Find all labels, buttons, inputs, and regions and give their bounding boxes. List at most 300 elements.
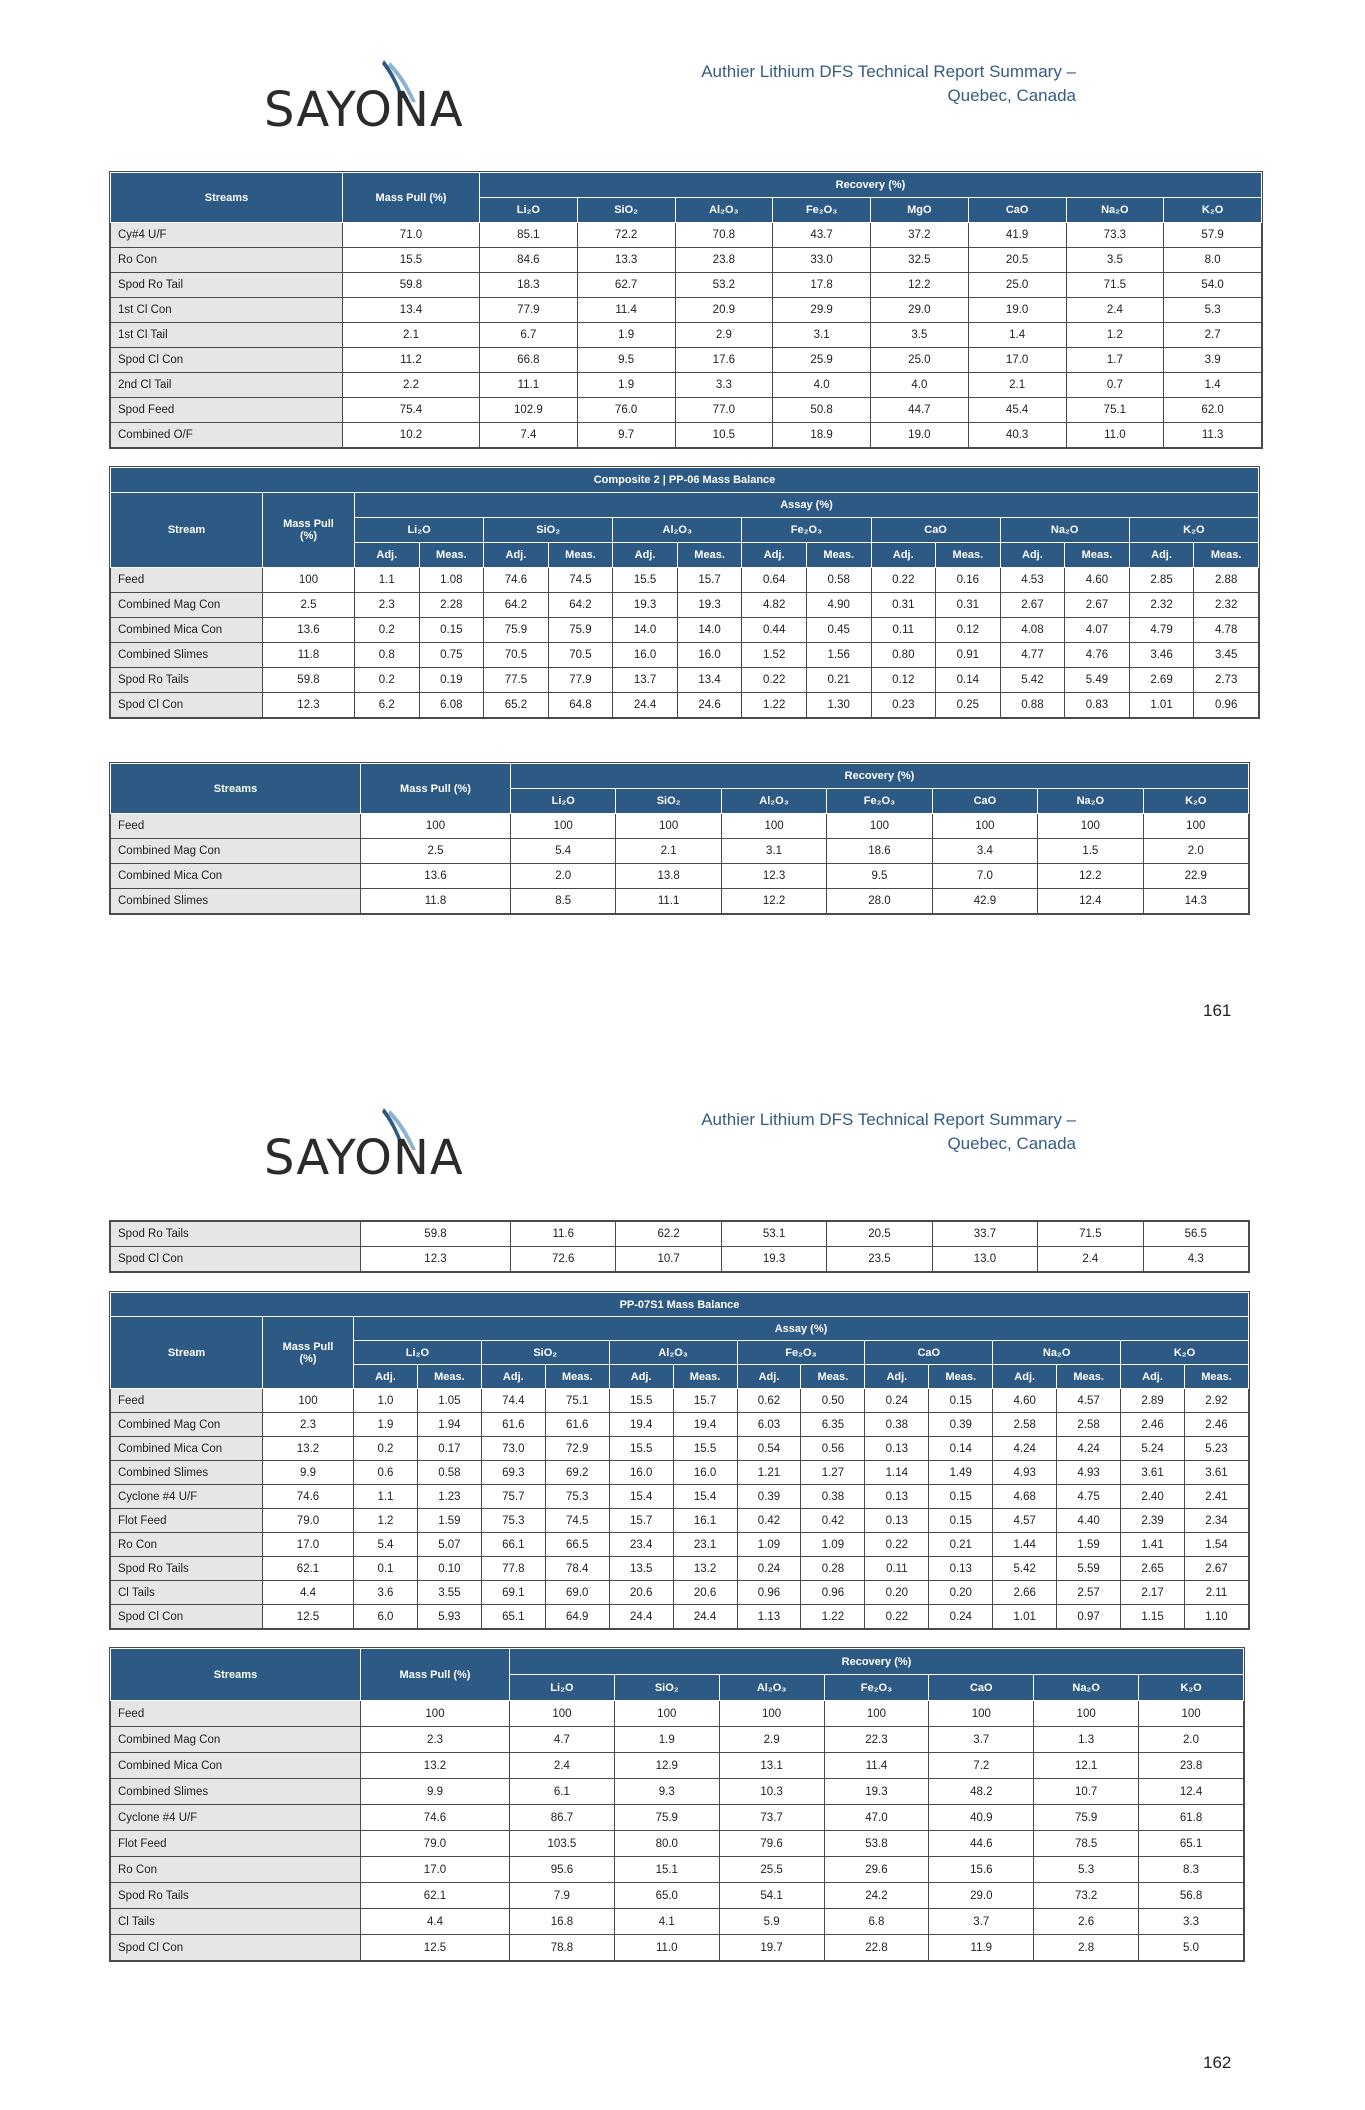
table-cell: 11.0 xyxy=(614,1935,719,1961)
table-cell: 71.5 xyxy=(1066,273,1164,298)
table-cell: 10.7 xyxy=(1034,1779,1139,1805)
table-cell: 0.2 xyxy=(354,1437,418,1461)
table-cell: 2.9 xyxy=(719,1727,824,1753)
table-cell: 15.7 xyxy=(673,1389,737,1413)
table-cell: 0.13 xyxy=(865,1437,929,1461)
meas-header: Meas. xyxy=(806,543,871,568)
table-row xyxy=(111,1509,1249,1533)
table-cell: 1.9 xyxy=(354,1413,418,1437)
table-cell: 13.2 xyxy=(263,1437,354,1461)
table-row xyxy=(111,1557,1249,1581)
table-cell: 12.2 xyxy=(721,889,826,914)
pp06-mass-balance-table xyxy=(110,467,1259,718)
table-cell: 4.93 xyxy=(1057,1461,1121,1485)
table-cell: 0.64 xyxy=(742,568,807,593)
table-cell: 61.6 xyxy=(481,1413,545,1437)
table-cell: 69.3 xyxy=(481,1461,545,1485)
recovery-header: Recovery (%) xyxy=(510,1649,1244,1675)
adj-header: Adj. xyxy=(481,1365,545,1389)
table-cell: 75.3 xyxy=(481,1509,545,1533)
table-cell: 1.01 xyxy=(993,1605,1057,1629)
adj-header: Adj. xyxy=(737,1365,801,1389)
table-cell: 0.19 xyxy=(419,668,484,693)
table-cell: 0.17 xyxy=(417,1437,481,1461)
table-cell: 23.5 xyxy=(827,1247,932,1272)
table-cell: 100 xyxy=(616,814,721,839)
table-row xyxy=(111,1909,1244,1935)
table-cell: 16.8 xyxy=(510,1909,615,1935)
table-cell: 18.9 xyxy=(773,423,871,448)
oxide-header: Al₂O₃ xyxy=(675,198,773,223)
table-row xyxy=(111,1605,1249,1629)
table-cell: 11.9 xyxy=(929,1935,1034,1961)
adj-header: Adj. xyxy=(1121,1365,1185,1389)
table-cell: 84.6 xyxy=(480,248,578,273)
table-cell: 78.5 xyxy=(1034,1831,1139,1857)
oxide-header: MgO xyxy=(871,198,969,223)
table-cell: 66.8 xyxy=(480,348,578,373)
stream-name: Feed xyxy=(111,1701,361,1727)
table-cell: 80.0 xyxy=(614,1831,719,1857)
table-cell: 0.42 xyxy=(801,1509,865,1533)
table-cell: 100 xyxy=(719,1701,824,1727)
table-cell: 1.9 xyxy=(577,373,675,398)
table-cell: 100 xyxy=(932,814,1037,839)
table-cell: 0.14 xyxy=(936,668,1001,693)
oxide-header: SiO₂ xyxy=(614,1675,719,1701)
oxide-header: Li₂O xyxy=(354,1341,482,1365)
table-cell: 0.96 xyxy=(737,1581,801,1605)
assay-header: Assay (%) xyxy=(355,493,1259,518)
stream-name: Combined Mica Con xyxy=(111,618,263,643)
table-row xyxy=(111,398,1262,423)
table-cell: 2.8 xyxy=(1034,1935,1139,1961)
table-cell: 6.2 xyxy=(355,693,420,718)
stream-name: Feed xyxy=(111,568,263,593)
stream-name: Spod Feed xyxy=(111,398,343,423)
stream-name: Flot Feed xyxy=(111,1831,361,1857)
table-cell: 0.56 xyxy=(801,1437,865,1461)
table-cell: 5.93 xyxy=(417,1605,481,1629)
oxide-header: K₂O xyxy=(1129,518,1258,543)
table-cell: 28.0 xyxy=(827,889,932,914)
table-cell: 3.5 xyxy=(871,323,969,348)
table-cell: 100 xyxy=(1139,1701,1244,1727)
table-cell: 45.4 xyxy=(968,398,1066,423)
table-cell: 5.42 xyxy=(1000,668,1065,693)
oxide-header: Na₂O xyxy=(1066,198,1164,223)
table-cell: 8.3 xyxy=(1139,1857,1244,1883)
table-row xyxy=(111,1935,1244,1961)
table-cell: 78.8 xyxy=(510,1935,615,1961)
stream-name: Combined Slimes xyxy=(111,889,361,914)
table-cell: 1.44 xyxy=(993,1533,1057,1557)
table-cell: 1.14 xyxy=(865,1461,929,1485)
table-cell: 1.94 xyxy=(417,1413,481,1437)
table-row xyxy=(111,323,1262,348)
table-cell: 25.9 xyxy=(773,348,871,373)
oxide-header: K₂O xyxy=(1139,1675,1244,1701)
table-cell: 3.1 xyxy=(721,839,826,864)
table-row xyxy=(111,273,1262,298)
table-cell: 17.0 xyxy=(263,1533,354,1557)
table-cell: 11.1 xyxy=(616,889,721,914)
table-cell: 14.0 xyxy=(613,618,678,643)
oxide-header: Na₂O xyxy=(1038,789,1143,814)
adj-header: Adj. xyxy=(609,1365,673,1389)
stream-name: Cl Tails xyxy=(111,1581,263,1605)
table-cell: 20.6 xyxy=(673,1581,737,1605)
table-cell: 0.12 xyxy=(936,618,1001,643)
table-cell: 1.49 xyxy=(929,1461,993,1485)
table-cell: 0.2 xyxy=(355,668,420,693)
stream-name: Spod Ro Tails xyxy=(111,1222,361,1247)
table-cell: 75.7 xyxy=(481,1485,545,1509)
meas-header: Meas. xyxy=(1065,543,1130,568)
mass-pull-header: Mass Pull (%) xyxy=(263,493,355,568)
table-cell: 72.6 xyxy=(511,1247,616,1272)
table-cell: 0.15 xyxy=(929,1485,993,1509)
table-cell: 3.61 xyxy=(1184,1461,1248,1485)
stream-name: Combined Slimes xyxy=(111,643,263,668)
table-row xyxy=(111,223,1262,248)
table-cell: 11.4 xyxy=(824,1753,929,1779)
table-cell: 1.7 xyxy=(1066,348,1164,373)
table-cell: 1.3 xyxy=(1034,1727,1139,1753)
table-cell: 65.0 xyxy=(614,1883,719,1909)
table-cell: 2.4 xyxy=(510,1753,615,1779)
table-cell: 2.1 xyxy=(968,373,1066,398)
table-cell: 13.5 xyxy=(609,1557,673,1581)
table-cell: 11.6 xyxy=(511,1222,616,1247)
table-cell: 32.5 xyxy=(871,248,969,273)
stream-name: Feed xyxy=(111,814,361,839)
oxide-header: Fe₂O₃ xyxy=(824,1675,929,1701)
table-cell: 7.0 xyxy=(932,864,1037,889)
table-cell: 3.9 xyxy=(1164,348,1262,373)
recovery-table-6 xyxy=(110,1648,1244,1961)
table-cell: 2.39 xyxy=(1121,1509,1185,1533)
table-cell: 62.7 xyxy=(577,273,675,298)
table-row xyxy=(111,1533,1249,1557)
table-cell: 4.57 xyxy=(993,1509,1057,1533)
table-cell: 6.35 xyxy=(801,1413,865,1437)
table-row xyxy=(111,248,1262,273)
oxide-header: Fe₂O₃ xyxy=(827,789,932,814)
recovery-header: Recovery (%) xyxy=(480,173,1262,198)
table-cell: 0.11 xyxy=(871,618,936,643)
table-cell: 2.0 xyxy=(1143,839,1248,864)
oxide-header: Na₂O xyxy=(993,1341,1121,1365)
table-cell: 2.67 xyxy=(1065,593,1130,618)
table-cell: 44.7 xyxy=(871,398,969,423)
stream-name: Cyclone #4 U/F xyxy=(111,1805,361,1831)
table-cell: 42.9 xyxy=(932,889,1037,914)
stream-name: Cl Tails xyxy=(111,1909,361,1935)
table-cell: 2.89 xyxy=(1121,1389,1185,1413)
table-cell: 7.9 xyxy=(510,1883,615,1909)
table-cell: 19.4 xyxy=(673,1413,737,1437)
table-cell: 79.0 xyxy=(263,1509,354,1533)
table-row xyxy=(111,643,1259,668)
table-cell: 0.13 xyxy=(865,1485,929,1509)
table-cell: 0.24 xyxy=(865,1389,929,1413)
table-cell: 33.0 xyxy=(773,248,871,273)
table-cell: 74.6 xyxy=(484,568,549,593)
table-cell: 19.3 xyxy=(721,1247,826,1272)
stream-name: Combined Mica Con xyxy=(111,1437,263,1461)
table-cell: 11.2 xyxy=(343,348,480,373)
table-cell: 29.0 xyxy=(929,1883,1034,1909)
table-cell: 0.39 xyxy=(929,1413,993,1437)
table-cell: 75.3 xyxy=(545,1485,609,1509)
stream-name: Combined Mag Con xyxy=(111,593,263,618)
table-cell: 2.7 xyxy=(1164,323,1262,348)
table-cell: 16.0 xyxy=(677,643,742,668)
table-cell: 0.12 xyxy=(871,668,936,693)
oxide-header: Li₂O xyxy=(510,1675,615,1701)
table-row xyxy=(111,423,1262,448)
oxide-header: CaO xyxy=(871,518,1000,543)
table-cell: 0.80 xyxy=(871,643,936,668)
table-cell: 100 xyxy=(511,814,616,839)
adj-header: Adj. xyxy=(1000,543,1065,568)
table-cell: 25.0 xyxy=(968,273,1066,298)
table-cell: 5.4 xyxy=(354,1533,418,1557)
oxide-header: Fe₂O₃ xyxy=(742,518,871,543)
table-cell: 11.4 xyxy=(577,298,675,323)
table-cell: 11.1 xyxy=(480,373,578,398)
table-cell: 19.0 xyxy=(968,298,1066,323)
report-title-line1: Authier Lithium DFS Technical Report Summary – xyxy=(701,1110,1076,1129)
table-row xyxy=(111,618,1259,643)
table-cell: 13.0 xyxy=(932,1247,1037,1272)
oxide-header: SiO₂ xyxy=(577,198,675,223)
stream-name: Spod Cl Con xyxy=(111,1247,361,1272)
logo-wordmark: SAYONA xyxy=(264,82,464,138)
table-cell: 14.0 xyxy=(677,618,742,643)
table-cell: 0.14 xyxy=(929,1437,993,1461)
table-cell: 15.1 xyxy=(614,1857,719,1883)
stream-name: Ro Con xyxy=(111,1857,361,1883)
table-cell: 11.8 xyxy=(263,643,355,668)
table-cell: 75.1 xyxy=(1066,398,1164,423)
table-cell: 75.9 xyxy=(548,618,613,643)
table-cell: 0.2 xyxy=(355,618,420,643)
table-cell: 11.3 xyxy=(1164,423,1262,448)
table-cell: 0.15 xyxy=(929,1389,993,1413)
table-cell: 4.07 xyxy=(1065,618,1130,643)
table-cell: 23.4 xyxy=(609,1533,673,1557)
table-cell: 1.59 xyxy=(417,1509,481,1533)
adj-header: Adj. xyxy=(354,1365,418,1389)
table-cell: 6.08 xyxy=(419,693,484,718)
table-cell: 0.22 xyxy=(742,668,807,693)
table-row xyxy=(111,1753,1244,1779)
table-cell: 65.1 xyxy=(481,1605,545,1629)
meas-header: Meas. xyxy=(677,543,742,568)
table-row xyxy=(111,1222,1249,1247)
table-cell: 0.39 xyxy=(737,1485,801,1509)
stream-name: Combined Slimes xyxy=(111,1779,361,1805)
stream-name: Feed xyxy=(111,1389,263,1413)
table-cell: 41.9 xyxy=(968,223,1066,248)
table-cell: 100 xyxy=(929,1701,1034,1727)
table-cell: 1.59 xyxy=(1057,1533,1121,1557)
table-cell: 0.31 xyxy=(936,593,1001,618)
table-cell: 29.9 xyxy=(773,298,871,323)
table-cell: 2.28 xyxy=(419,593,484,618)
table-cell: 16.0 xyxy=(609,1461,673,1485)
table-cell: 77.9 xyxy=(548,668,613,693)
table-cell: 17.0 xyxy=(968,348,1066,373)
table-cell: 1.9 xyxy=(577,323,675,348)
table-cell: 47.0 xyxy=(824,1805,929,1831)
table-cell: 8.0 xyxy=(1164,248,1262,273)
table-cell: 12.4 xyxy=(1038,889,1143,914)
streams-header: Streams xyxy=(111,1649,361,1701)
table-cell: 64.2 xyxy=(548,593,613,618)
table-cell: 1.15 xyxy=(1121,1605,1185,1629)
table-cell: 0.97 xyxy=(1057,1605,1121,1629)
table-cell: 2.0 xyxy=(511,864,616,889)
table-cell: 50.8 xyxy=(773,398,871,423)
table-cell: 2.5 xyxy=(263,593,355,618)
table-cell: 72.9 xyxy=(545,1437,609,1461)
table-cell: 3.7 xyxy=(929,1909,1034,1935)
recovery-table-1 xyxy=(110,172,1262,448)
table-cell: 0.22 xyxy=(865,1605,929,1629)
table-cell: 100 xyxy=(614,1701,719,1727)
oxide-header: Li₂O xyxy=(511,789,616,814)
table-cell: 1.9 xyxy=(614,1727,719,1753)
table-cell: 4.78 xyxy=(1194,618,1259,643)
table-cell: 1.09 xyxy=(737,1533,801,1557)
table-cell: 2.85 xyxy=(1129,568,1194,593)
table-cell: 24.4 xyxy=(613,693,678,718)
table-row xyxy=(111,839,1249,864)
table-cell: 1.21 xyxy=(737,1461,801,1485)
table-cell: 79.0 xyxy=(361,1831,510,1857)
meas-header: Meas. xyxy=(548,543,613,568)
table-cell: 0.13 xyxy=(865,1509,929,1533)
table-cell: 1.1 xyxy=(355,568,420,593)
table-cell: 1.13 xyxy=(737,1605,801,1629)
table-cell: 17.0 xyxy=(361,1857,510,1883)
table-cell: 53.1 xyxy=(721,1222,826,1247)
table-cell: 40.3 xyxy=(968,423,1066,448)
table-cell: 71.5 xyxy=(1038,1222,1143,1247)
table-cell: 4.4 xyxy=(361,1909,510,1935)
table-cell: 75.9 xyxy=(484,618,549,643)
stream-name: Spod Cl Con xyxy=(111,693,263,718)
table-cell: 8.5 xyxy=(511,889,616,914)
table-cell: 69.2 xyxy=(545,1461,609,1485)
table-cell: 15.5 xyxy=(609,1437,673,1461)
table-cell: 9.3 xyxy=(614,1779,719,1805)
oxide-header: Fe₂O₃ xyxy=(773,198,871,223)
table-cell: 12.2 xyxy=(871,273,969,298)
table-cell: 72.2 xyxy=(577,223,675,248)
stream-name: Spod Ro Tails xyxy=(111,1883,361,1909)
table-cell: 1.01 xyxy=(1129,693,1194,718)
table-cell: 13.4 xyxy=(677,668,742,693)
report-title-line2: Quebec, Canada xyxy=(947,1134,1076,1153)
table-cell: 0.6 xyxy=(354,1461,418,1485)
table-cell: 22.3 xyxy=(824,1727,929,1753)
table-cell: 0.50 xyxy=(801,1389,865,1413)
table-cell: 4.57 xyxy=(1057,1389,1121,1413)
table-cell: 4.24 xyxy=(1057,1437,1121,1461)
table-cell: 2.67 xyxy=(1000,593,1065,618)
table-cell: 12.3 xyxy=(721,864,826,889)
table-cell: 0.42 xyxy=(737,1509,801,1533)
table-cell: 100 xyxy=(361,814,511,839)
table-cell: 20.5 xyxy=(968,248,1066,273)
table-row xyxy=(111,1805,1244,1831)
table-cell: 1.56 xyxy=(806,643,871,668)
table-cell: 2.34 xyxy=(1184,1509,1248,1533)
table-cell: 2.69 xyxy=(1129,668,1194,693)
table-cell: 1.10 xyxy=(1184,1605,1248,1629)
mass-pull-header: Mass Pull (%) xyxy=(361,764,511,814)
stream-name: Ro Con xyxy=(111,248,343,273)
oxide-header: CaO xyxy=(932,789,1037,814)
oxide-header: Li₂O xyxy=(480,198,578,223)
table-cell: 100 xyxy=(361,1701,510,1727)
table-cell: 2.3 xyxy=(355,593,420,618)
table-cell: 9.7 xyxy=(577,423,675,448)
table-cell: 2.46 xyxy=(1184,1413,1248,1437)
table-row xyxy=(111,1883,1244,1909)
table-cell: 4.93 xyxy=(993,1461,1057,1485)
table-cell: 3.3 xyxy=(675,373,773,398)
stream-name: 1st Cl Tail xyxy=(111,323,343,348)
table-cell: 9.5 xyxy=(827,864,932,889)
table-row xyxy=(111,668,1259,693)
stream-name: Spod Cl Con xyxy=(111,1935,361,1961)
table-cell: 13.3 xyxy=(577,248,675,273)
table-cell: 2.1 xyxy=(616,839,721,864)
table-title: PP-07S1 Mass Balance xyxy=(111,1293,1249,1317)
table-cell: 13.1 xyxy=(719,1753,824,1779)
table-cell: 1.2 xyxy=(1066,323,1164,348)
table-cell: 12.3 xyxy=(361,1247,511,1272)
table-cell: 13.6 xyxy=(361,864,511,889)
table-row xyxy=(111,1389,1249,1413)
stream-header: Stream xyxy=(111,493,263,568)
table-cell: 1.4 xyxy=(968,323,1066,348)
stream-name: Combined Mag Con xyxy=(111,1413,263,1437)
table-cell: 0.1 xyxy=(354,1557,418,1581)
table-cell: 9.5 xyxy=(577,348,675,373)
oxide-header: Fe₂O₃ xyxy=(737,1341,865,1365)
table-cell: 14.3 xyxy=(1143,889,1248,914)
table-cell: 4.40 xyxy=(1057,1509,1121,1533)
table-cell: 69.1 xyxy=(481,1581,545,1605)
table-cell: 61.8 xyxy=(1139,1805,1244,1831)
table-cell: 69.0 xyxy=(545,1581,609,1605)
table-cell: 4.4 xyxy=(263,1581,354,1605)
table-cell: 85.1 xyxy=(480,223,578,248)
table-cell: 74.5 xyxy=(545,1509,609,1533)
table-cell: 2.88 xyxy=(1194,568,1259,593)
report-header xyxy=(616,1108,1076,1156)
table-row xyxy=(111,1485,1249,1509)
table-cell: 74.4 xyxy=(481,1389,545,1413)
table-cell: 4.0 xyxy=(871,373,969,398)
table-row xyxy=(111,814,1249,839)
